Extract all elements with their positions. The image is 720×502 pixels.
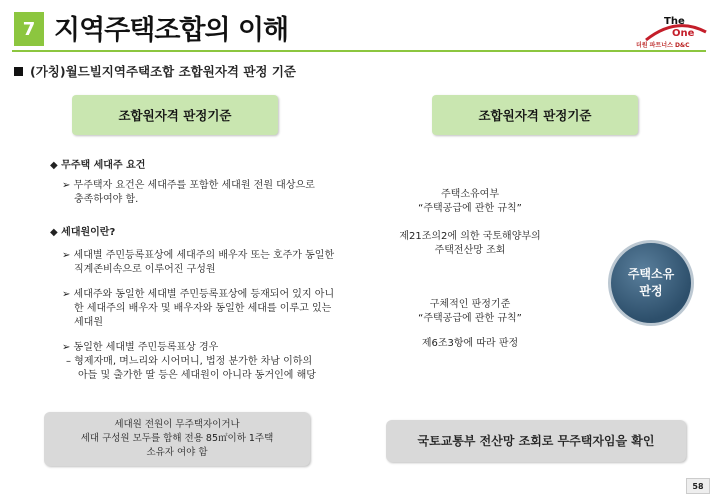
- subheading-text: (가칭)월드빌지역주택조합 조합원자격 판정 기준: [30, 64, 296, 79]
- middle-text: 구체적인 판정기준: [429, 299, 511, 310]
- header-divider: [12, 50, 706, 52]
- middle-text: 주택소유여부: [441, 189, 499, 200]
- bullet-head-household: ◆ 세대원이란?: [50, 227, 116, 238]
- bullet-text: – 형제자매, 며느리와 시어머니, 법정 분가한 차남 이하의: [66, 356, 313, 367]
- middle-text: “주택공급에 관한 규칙”: [418, 313, 522, 324]
- circle-line: 주택소유: [627, 267, 675, 281]
- bullet-text: ➢ 세대주와 동일한 세대별 주민등록표상에 등재되어 있지 아니: [62, 289, 335, 300]
- bullet-text: 한 세대주의 배우자 및 배우자와 동일한 세대를 이루고 있는: [74, 303, 332, 314]
- bullet-head-homeless: ◆ 무주택 세대주 요건: [50, 160, 146, 171]
- bullet-text: ➢ 동일한 세대별 주민등록표상 경우: [62, 342, 219, 353]
- bullet-text: 직계존비속으로 이루어진 구성원: [74, 264, 216, 275]
- subheading: [14, 62, 296, 80]
- logo-text-the: The: [664, 16, 685, 27]
- bullet-text: ➢ 세대별 주민등록표상에 세대주의 배우자 또는 호주가 동일한: [62, 250, 335, 261]
- logo-subtitle: 더원 파트너스 D&C: [636, 42, 690, 49]
- bullet-text: 충족하여야 함.: [74, 194, 139, 205]
- middle-text: 주택전산망 조회: [434, 245, 506, 256]
- logo-text-one: One: [672, 28, 695, 39]
- summary-line: 세대 구성원 모두를 합해 전용 85㎡이하 1주택: [80, 433, 274, 444]
- bottom-right-summary-box: 국토교통부 전산망 조회로 무주택자임을 확인: [386, 420, 686, 462]
- page-title: 지역주택조합의 이해: [54, 15, 289, 46]
- house-ownership-judgment-circle: [608, 240, 694, 326]
- middle-text: 제6조3항에 따라 판정: [421, 338, 519, 349]
- bullet-text: ➢ 무주택자 요건은 세대주를 포함한 세대원 전원 대상으로: [62, 180, 315, 191]
- circle-line: 판정: [639, 284, 663, 298]
- page-number: 58: [686, 478, 710, 494]
- section-number-badge: 7: [14, 12, 44, 46]
- bullet-text: 세대원: [74, 317, 103, 328]
- right-criteria-header: 조합원자격 판정기준: [432, 95, 638, 135]
- bullet-text: 아들 및 출가한 딸 등은 세대원이 아니라 동거인에 해당: [78, 370, 316, 381]
- middle-text: “주택공급에 관한 규칙”: [418, 203, 522, 214]
- summary-line: 소유자 여야 함: [146, 447, 208, 458]
- summary-line: 세대원 전원이 무주택자이거나: [114, 419, 240, 430]
- square-bullet-icon: [14, 67, 23, 76]
- middle-text: 제21조의2에 의한 국토해양부의: [399, 231, 541, 242]
- left-criteria-header: 조합원자격 판정기준: [72, 95, 278, 135]
- bottom-left-summary-box: [44, 412, 310, 466]
